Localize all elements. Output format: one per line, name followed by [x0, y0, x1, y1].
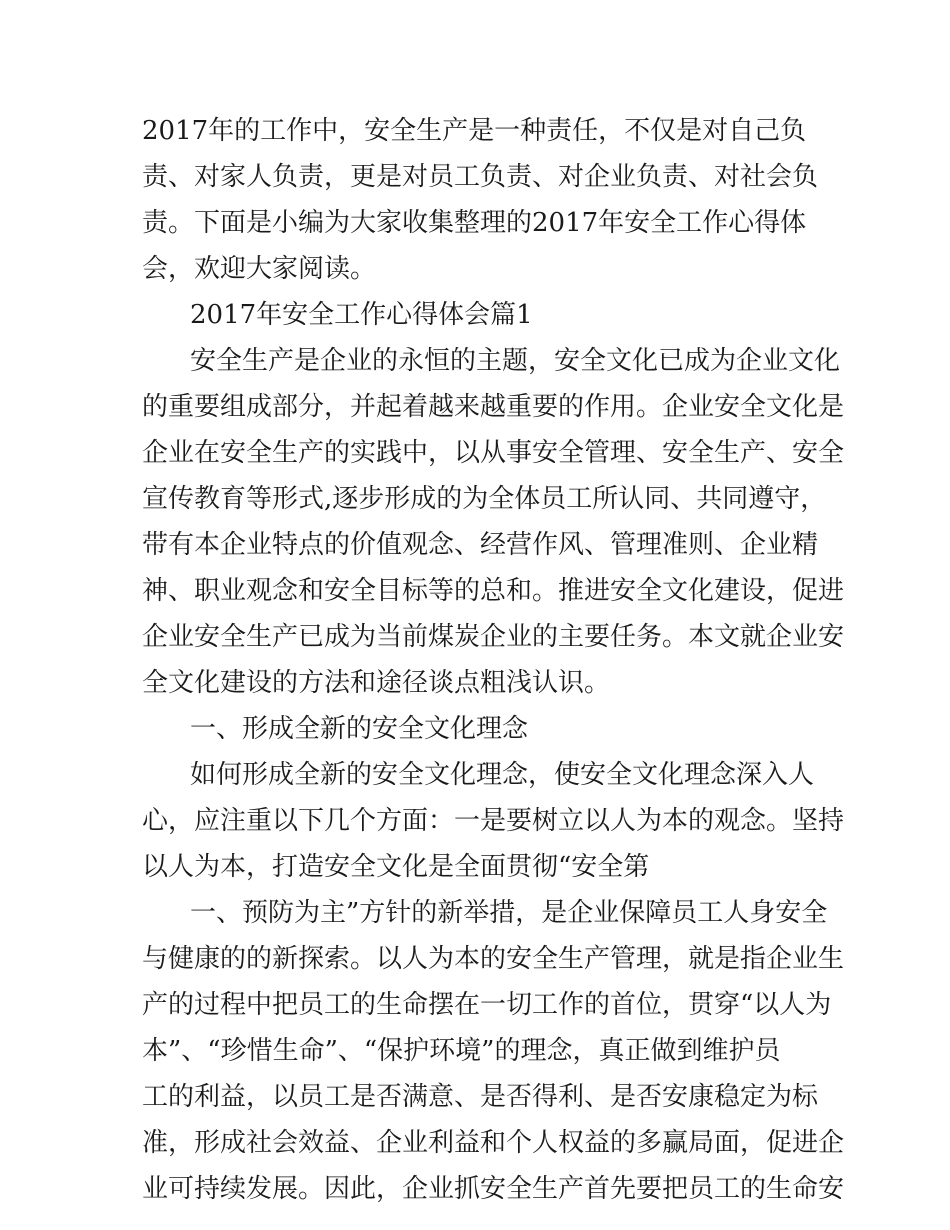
text-line: 宣传教育等形式,逐步形成的为全体员工所认同、共同遵守， — [142, 484, 827, 514]
text-line: 一、预防为主”方针的新举措，是企业保障员工人身安全 — [190, 898, 828, 928]
text-line: 本”、“珍惜生命”、“保护环境”的理念，真正做到维护员 — [142, 1036, 781, 1066]
text-line: 以人为本，打造安全文化是全面贯彻“安全第 — [142, 852, 650, 882]
text-line: 安全生产是企业的永恒的主题，安全文化已成为企业文化 — [190, 346, 841, 376]
text-line: 责。下面是小编为大家收集整理的2017年安全工作心得体 — [142, 208, 807, 238]
text-line: 神、职业观念和安全目标等的总和。推进安全文化建设，促进 — [142, 576, 845, 606]
text-line: 的重要组成部分，并起着越来越重要的作用。企业安全文化是 — [142, 392, 845, 422]
text-line: 会，欢迎大家阅读。 — [142, 254, 377, 284]
section-heading: 一、形成全新的安全文化理念 — [190, 714, 529, 744]
text-line: 与健康的的新探索。以人为本的安全生产管理，就是指企业生 — [142, 944, 845, 974]
text-line: 产的过程中把员工的生命摆在一切工作的首位，贯穿“以人为 — [142, 990, 832, 1020]
text-line: 工的利益，以员工是否满意、是否得利、是否安康稳定为标 — [142, 1082, 819, 1112]
text-line: 业可持续发展。因此，企业抓安全生产首先要把员工的生命安 — [142, 1174, 845, 1204]
document-body — [142, 108, 845, 1212]
text-line: 带有本企业特点的价值观念、经营作风、管理准则、企业精 — [142, 530, 819, 560]
text-line: 心，应注重以下几个方面：一是要树立以人为本的观念。坚持 — [142, 806, 845, 836]
section-heading: 2017年安全工作心得体会篇1 — [190, 300, 533, 330]
text-line: 准，形成社会效益、企业利益和个人权益的多赢局面，促进企 — [142, 1128, 845, 1158]
text-line: 企业在安全生产的实践中，以从事安全管理、安全生产、安全 — [142, 438, 845, 468]
text-line: 如何形成全新的安全文化理念，使安全文化理念深入人 — [190, 760, 815, 790]
text-line: 2017年的工作中，安全生产是一种责任，不仅是对自己负 — [142, 116, 807, 146]
text-line: 责、对家人负责，更是对员工负责、对企业负责、对社会负 — [142, 162, 819, 192]
text-line: 全文化建设的方法和途径谈点粗浅认识。 — [142, 668, 611, 698]
text-line: 企业安全生产已成为当前煤炭企业的主要任务。本文就企业安 — [142, 622, 845, 652]
